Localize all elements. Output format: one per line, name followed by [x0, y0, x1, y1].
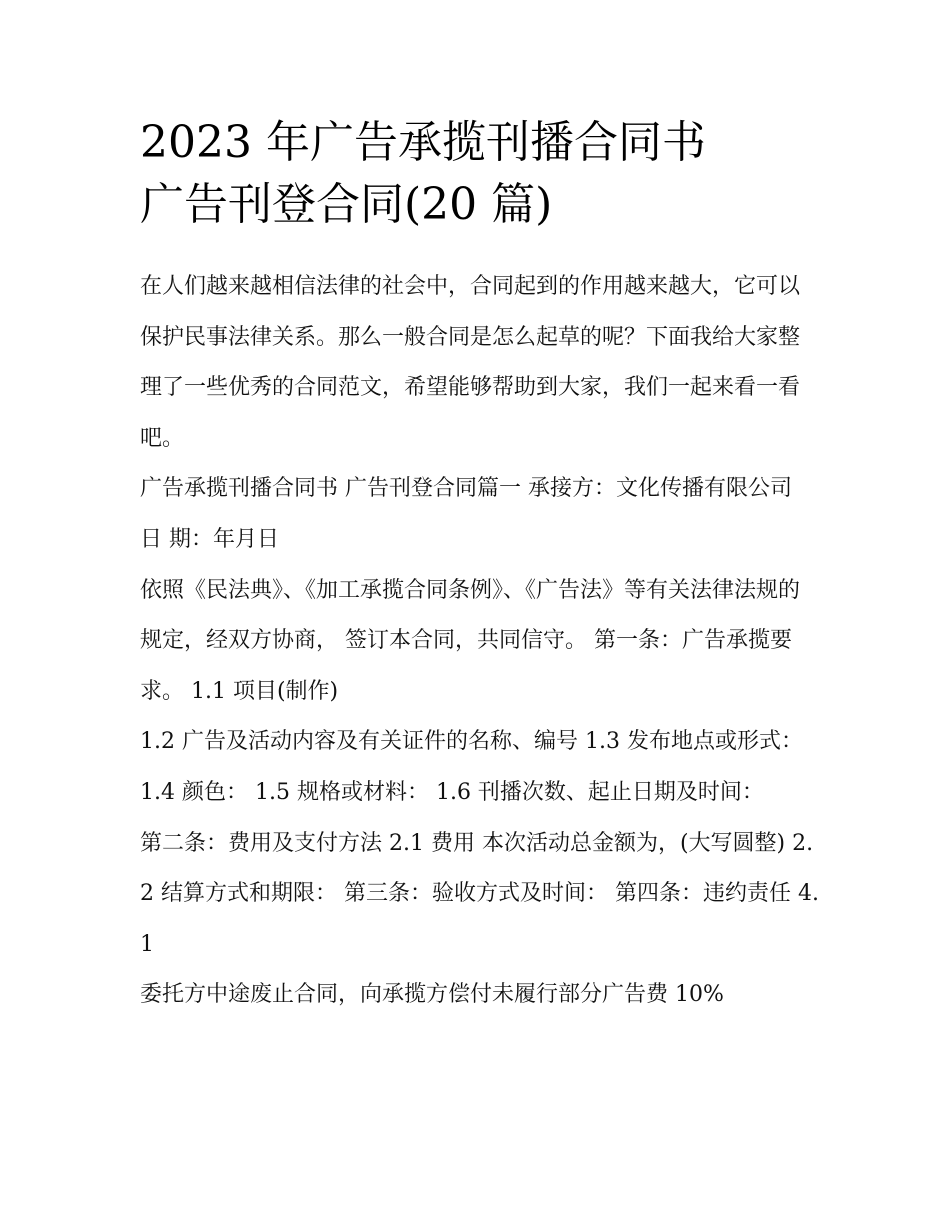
document-content [140, 112, 820, 1021]
document-body [140, 262, 820, 1021]
document-title [140, 112, 820, 236]
title-line-2: 广告刊登合同(20 篇) [140, 179, 553, 230]
paragraph-content-items: 1.2 广告及活动内容及有关证件的名称、编号 1.3 发布地点或形式： 1.4 颜色： 1.5 规格或材料： 1.6 刊播次数、起止日期及时间： [140, 729, 803, 805]
title-line-1: 2023 年广告承揽刊播合同书 [140, 117, 706, 168]
paragraph-contract-header: 广告承揽刊播合同书 广告刊登合同篇一 承接方：文化传播有限公司 日 期：年月日 [140, 476, 792, 552]
paragraph-breach: 委托方中途废止合同，向承揽方偿付未履行部分广告费 10% [140, 982, 724, 1008]
paragraph-legal-basis: 依照《民法典》、《加工承揽合同条例》、《广告法》等有关法律法规的规定，经双方协商， 签订本合同，共同信守。 第一条：广告承揽要求。 1.1 项目(制作) [140, 577, 801, 704]
paragraph-intro: 在人们越来越相信法律的社会中，合同起到的作用越来越大，它可以保护民事法律关系。那么一般合同是怎么起草的呢？下面我给大家整理了一些优秀的合同范文，希望能够帮助到大家，我们一起来看一看吧。 [140, 274, 801, 451]
paragraph-fees: 第二条：费用及支付方法 2.1 费用 本次活动总金额为，(大写圆整) 2.2 结算方式和期限： 第三条：验收方式及时间： 第四条：违约责任 4.1 [140, 830, 819, 957]
